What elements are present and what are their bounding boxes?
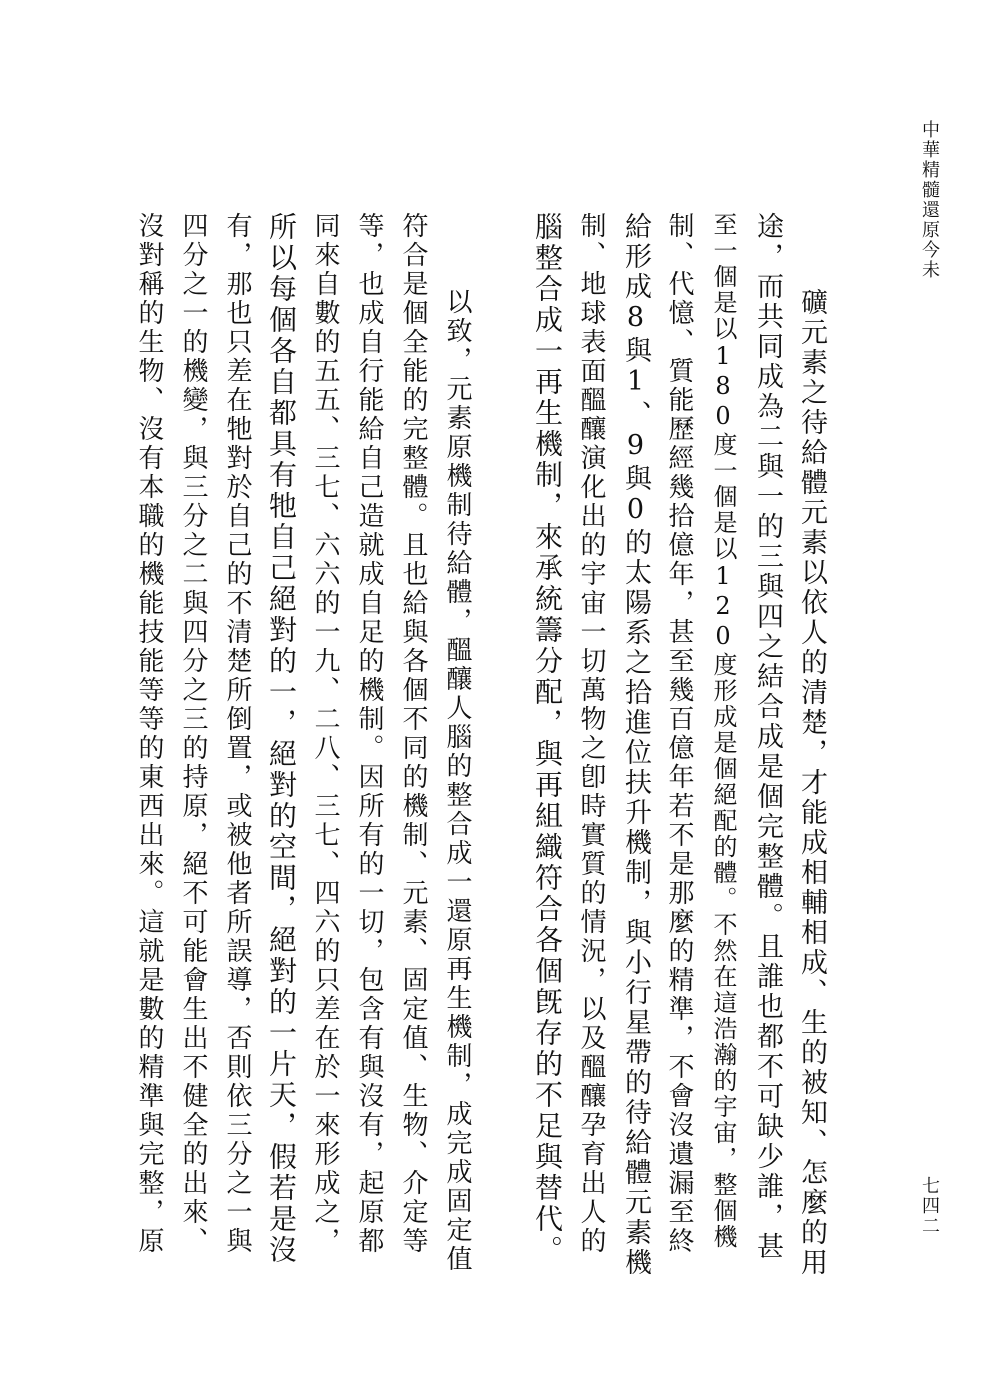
text-column: 至一個是以180度一個是以120度形成是個絕配的體。不然在這浩瀚的宇宙，整個機 (709, 212, 737, 1250)
text-column: 制、地球表面醞釀演化出的宇宙一切萬物之卽時實質的情況，以及醞釀孕育出人的 (576, 212, 606, 1256)
text-column: 途，而共同成為二與一的三與四之結合成是個完整體。且誰也都不可缺少誰，甚 (752, 212, 783, 1262)
text-column: 有，那也只差在牠對於自己的不清楚所倒置，或被他者所誤導，否則依三分之一與 (222, 212, 252, 1256)
text-column: 礦元素之待給體元素以依人的清楚，才能成相輔相成、生的被知、怎麼的用 (796, 288, 827, 1278)
text-column: 制、代憶、質能歷經幾拾億年，甚至幾百億年若不是那麼的精準，不會沒遺漏至終 (664, 212, 694, 1256)
text-column: 腦整合成一再生機制，來承統籌分配，與再組織符合各個旣存的不足與替代。 (531, 212, 564, 1266)
text-column: 同來自數的五五、三七、六六的一九、二八、三七、四六的只差在於一來形成之， (310, 212, 340, 1256)
text-column: 四分之一的機變，與三分之二與四分之三的持原，絕不可能會生出不健全的出來、 (178, 212, 208, 1256)
text-column: 等，也成自行能給自己造就成自足的機制。因所有的一切，包含有與沒有，起原都 (354, 212, 384, 1256)
text-column: 沒對稱的生物、沒有本職的機能技能等等的東西出來。這就是數的精準與完整，原 (134, 212, 164, 1256)
text-column: 給形成8與1、9與0的太陽系之拾進位扶升機制，與小行星帶的待給體元素機 (620, 212, 651, 1278)
page-number: 七四二 (919, 1176, 940, 1236)
text-column: 符合是個全能的完整體。且也給與各個不同的機制、元素、固定值、生物、介定等 (398, 212, 428, 1256)
book-title: 中華精髓還原今未 (919, 120, 940, 280)
text-column: 以致，元素原機制待給體，醞釀人腦的整合成一還原再生機制，成完成固定值 (442, 288, 472, 1274)
text-column: 所以每個各自都具有牠自己絕對的一，絕對的空間，絕對的一片天，假若是沒 (265, 212, 298, 1266)
